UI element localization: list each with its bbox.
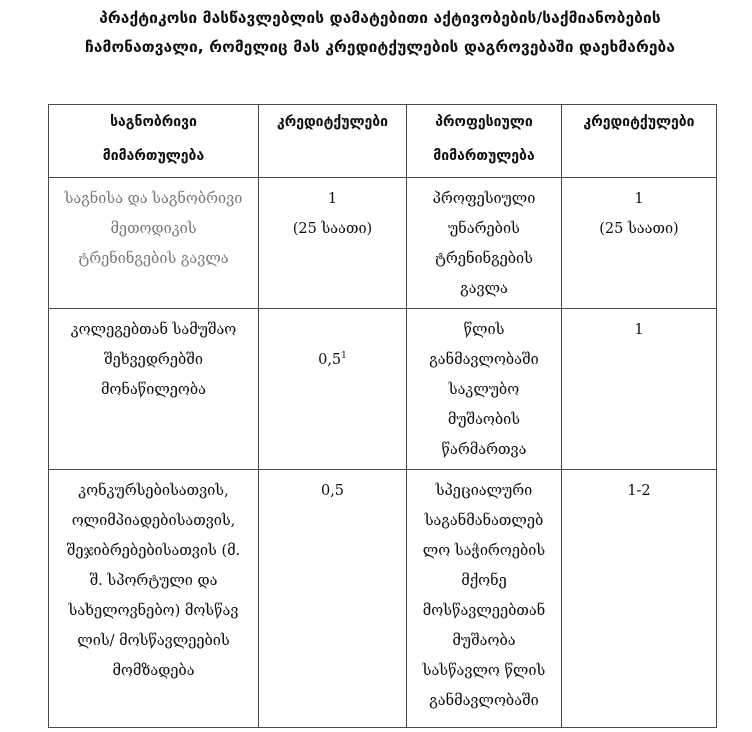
title-line-2: ჩამონათვალი, რომელიც მას კრედიტქულების დაგროვებაში დაეხმარება <box>84 38 676 56</box>
cell-text: უნარების <box>448 221 520 237</box>
cell-text: მუშაობა <box>452 633 516 649</box>
header-text: მიმართულება <box>102 148 205 164</box>
table-header-row <box>49 105 717 178</box>
cell-text: მქონე <box>461 573 507 589</box>
credit-value-cell <box>562 178 717 309</box>
credit-value-cell <box>562 470 717 728</box>
table-row <box>49 309 717 470</box>
header-text: კრედიტქულები <box>583 114 695 130</box>
cell-text: ტრენინგების <box>435 251 533 267</box>
cell-text: შეხვედრებში <box>103 352 203 368</box>
cell-text: ოლიმპიადებისათვის, <box>71 513 236 529</box>
header-professional-direction <box>407 105 562 178</box>
cell-text: მუშაობის <box>447 412 521 428</box>
cell-text: წლის <box>463 322 505 338</box>
cell-text: შეჯიბრებებისათვის (მ. <box>66 543 241 559</box>
cell-text: ლის/ მოსწავლეების <box>77 633 230 649</box>
cell-text: წარმართვა <box>441 442 527 458</box>
cell-text: შ. სპორტული და <box>89 573 218 589</box>
cell-text: ლო საჭიროების <box>422 543 546 559</box>
cell-text: 0,5 <box>320 483 345 499</box>
credit-value-cell <box>259 178 407 309</box>
subject-activity-cell <box>49 470 259 728</box>
table-row <box>49 178 717 309</box>
subject-activity-cell <box>49 309 259 470</box>
cell-text: (25 საათი) <box>292 221 373 237</box>
cell-text: განმავლობაში <box>429 693 539 709</box>
title-line-1: პრაქტიკოსი მასწავლებლის დამატებითი აქტივობების/საქმიანობების <box>99 9 661 27</box>
header-text: კრედიტქულები <box>276 114 389 130</box>
credit-value-cell <box>259 309 407 470</box>
cell-text: 1-2 <box>627 483 651 499</box>
cell-text: განმავლობაში <box>429 352 539 368</box>
cell-text: საგანმანათლებ <box>424 513 544 529</box>
cell-text: 0,5 <box>318 352 342 368</box>
cell-text: მონაწილეობა <box>100 382 207 398</box>
header-subject-direction <box>49 105 259 178</box>
cell-text: კოლეგებთან სამუშაო <box>70 322 237 338</box>
credit-value-cell <box>562 309 717 470</box>
cell-text: ტრენინგების გავლა <box>78 251 229 267</box>
cell-text: კონკურსებისათვის, <box>78 483 229 499</box>
cell-text: (25 საათი) <box>599 221 679 237</box>
header-text: მიმართულება <box>433 148 535 164</box>
subject-activity-cell <box>49 178 259 309</box>
professional-activity-cell <box>407 470 562 728</box>
cell-text: მეთოდიკის <box>110 221 197 237</box>
professional-activity-cell <box>407 309 562 470</box>
cell-text: 1 <box>634 191 644 207</box>
header-text: პროფესიული <box>435 114 533 130</box>
cell-text: 1 <box>634 322 644 338</box>
professional-activity-cell <box>407 178 562 309</box>
credit-value-with-footnote <box>263 345 402 375</box>
header-text: საგნობრივი <box>110 114 197 130</box>
cell-text: სახელოვნებო) მოსწავ <box>68 603 239 619</box>
cell-text: მომზადება <box>112 663 195 679</box>
document-title <box>40 4 720 62</box>
cell-text: პროფესიული <box>432 191 536 207</box>
cell-text: გავლა <box>460 281 508 297</box>
cell-text: სპეციალური <box>435 483 533 499</box>
footnote-marker: 1 <box>341 351 347 362</box>
cell-text: საგნისა და საგნობრივი <box>64 191 243 207</box>
cell-text: მოსწავლეებთან <box>422 603 546 619</box>
cell-text: 1 <box>327 191 338 207</box>
cell-text: საკლუბო <box>448 382 520 398</box>
header-credits <box>562 105 717 178</box>
credit-value-cell <box>259 470 407 728</box>
cell-text: სასწავლო წლის <box>422 663 546 679</box>
table-row <box>49 470 717 728</box>
credit-activities-table <box>48 104 717 728</box>
header-credits <box>259 105 407 178</box>
